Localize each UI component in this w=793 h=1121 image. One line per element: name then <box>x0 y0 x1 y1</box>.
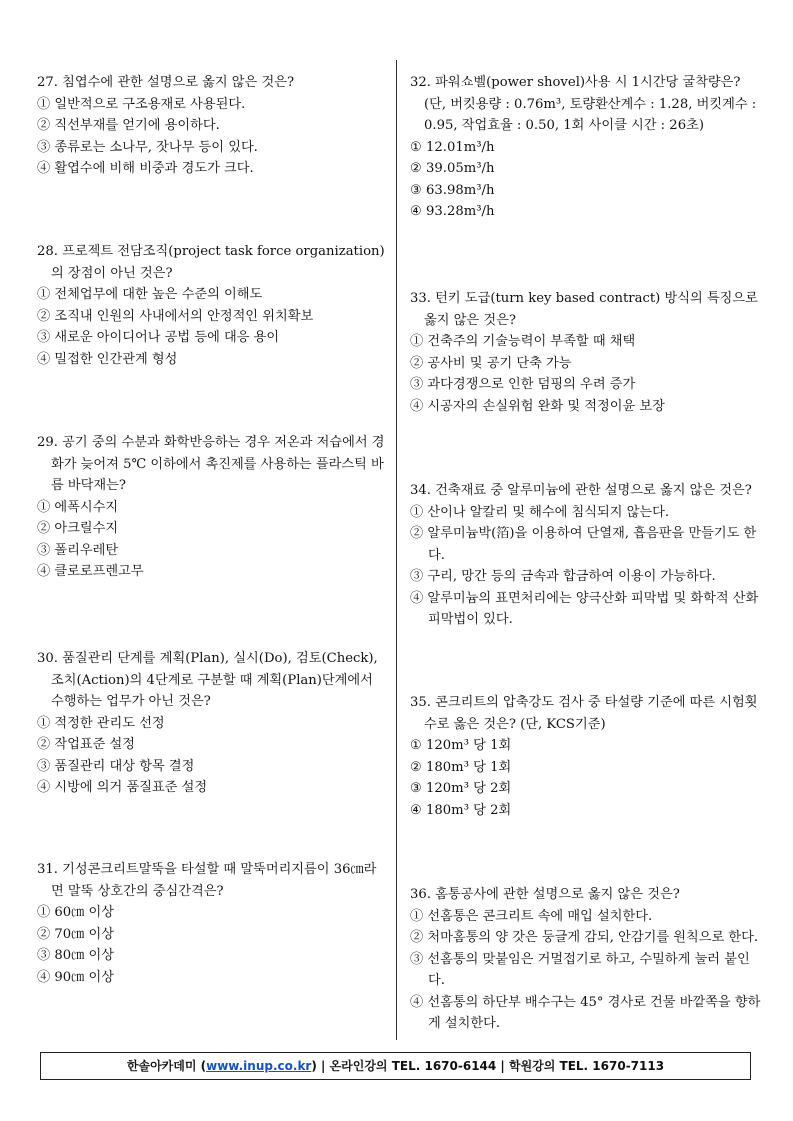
option-2[interactable]: ② 처마홈통의 양 갓은 둥글게 감되, 안감기를 원칙으로 한다. <box>410 930 759 945</box>
option-4[interactable]: ④ 시방에 의거 품질표준 설정 <box>37 780 208 795</box>
option-4[interactable]: ④ 알루미늄의 표면처리에는 양극산화 피막법 및 화학적 산화피막법이 있다. <box>410 590 759 627</box>
question-30 <box>37 648 389 799</box>
question-35 <box>410 692 762 821</box>
option-4[interactable]: ④ 90㎝ 이상 <box>37 969 115 985</box>
option-3[interactable]: ③ 폴리우레탄 <box>37 542 119 558</box>
option-1[interactable]: ① 건축주의 기술능력이 부족할 때 채택 <box>410 334 636 349</box>
option-4[interactable]: ④ 180m³ 당 2회 <box>410 802 512 818</box>
option-4[interactable]: ④ 활엽수에 비해 비중과 경도가 크다. <box>37 161 254 176</box>
option-4[interactable]: ④ 93.28m³/h <box>410 204 495 219</box>
question-stem: 34. 건축재료 중 알루미늄에 관한 설명으로 옳지 않은 것은? <box>410 483 752 498</box>
question-stem: 29. 공기 중의 수분과 화학반응하는 경우 저온과 저습에서 경화가 늦어져 5℃ 이하에서 촉진제를 사용하는 플라스틱 바름 바닥재는? <box>37 435 385 493</box>
question-stem: 32. 파워쇼벨(power shovel)사용 시 1시간당 굴착량은? (단, 버킷용량 : 0.76m³, 토량환산계수 : 1.28, 버킷계수 : 0.95, 작업효율 : 0.50, 1회 사이클 시간 : 26초) <box>410 75 757 133</box>
option-4[interactable]: ④ 밀접한 인간관계 형성 <box>37 351 178 367</box>
option-2[interactable]: ② 작업표준 설정 <box>37 737 136 752</box>
option-2[interactable]: ② 아크릴수지 <box>37 521 119 536</box>
footer-contact: ) | 온라인강의 TEL. 1670-6144 | 학원강의 TEL. 1670-7113 <box>311 1059 665 1073</box>
option-1[interactable]: ① 산이나 알칼리 및 해수에 침식되지 않는다. <box>410 504 670 520</box>
question-34 <box>410 480 762 631</box>
option-1[interactable]: ① 12.01m³/h <box>410 139 495 155</box>
option-3[interactable]: ③ 63.98m³/h <box>410 182 495 198</box>
question-stem: 35. 콘크리트의 압축강도 검사 중 타설량 기준에 따른 시험횟수로 옳은 것은? (단, KCS기준) <box>410 695 758 732</box>
option-3[interactable]: ③ 품질관리 대상 항목 결정 <box>37 758 195 774</box>
option-3[interactable]: ③ 새로운 아이디어나 공법 등에 대응 용이 <box>37 330 280 345</box>
option-3[interactable]: ③ 종류로는 소나무, 잣나무 등이 있다. <box>37 139 258 155</box>
option-1[interactable]: ① 전체업무에 대한 높은 수준의 이해도 <box>37 287 263 302</box>
question-stem: 30. 품질관리 단계를 계획(Plan), 실시(Do), 검토(Check), 조치(Action)의 4단계로 구분할 때 계획(Plan)단계에서 수행하는 업무가 아닌 것은? <box>37 651 378 709</box>
option-1[interactable]: ① 일반적으로 구조용재로 사용된다. <box>37 96 246 112</box>
option-2[interactable]: ② 조직내 인원의 사내에서의 안정적인 위치확보 <box>37 308 314 324</box>
option-2[interactable]: ② 180m³ 당 1회 <box>410 759 512 775</box>
question-stem: 28. 프로젝트 전담조직(project task force organization)의 장점이 아닌 것은? <box>37 244 385 281</box>
option-1[interactable]: ① 에폭시수지 <box>37 499 119 515</box>
footer-bar <box>40 1052 751 1080</box>
question-stem: 36. 홈통공사에 관한 설명으로 옳지 않은 것은? <box>410 887 680 902</box>
option-2[interactable]: ② 39.05m³/h <box>410 161 495 176</box>
question-28 <box>37 241 389 370</box>
question-stem: 33. 턴키 도급(turn key based contract) 방식의 특징으로 옳지 않은 것은? <box>410 291 758 328</box>
option-4[interactable]: ④ 클로로프렌고무 <box>37 564 144 579</box>
option-2[interactable]: ② 직선부재를 얻기에 용이하다. <box>37 118 220 133</box>
option-4[interactable]: ④ 선홈통의 하단부 배수구는 45° 경사로 건물 바깥쪽을 향하게 설치한다. <box>410 994 761 1031</box>
option-2[interactable]: ② 알루미늄박(箔)을 이용하여 단열재, 흡음판을 만들기도 한다. <box>410 526 757 563</box>
option-3[interactable]: ③ 과다경쟁으로 인한 덤핑의 우려 증가 <box>410 377 636 392</box>
question-31 <box>37 859 389 988</box>
question-29 <box>37 432 389 583</box>
option-1[interactable]: ① 선홈통은 콘크리트 속에 매입 설치한다. <box>410 908 653 924</box>
question-stem: 31. 기성콘크리트말뚝을 타설할 때 말뚝머리지름이 36㎝라면 말뚝 상호간의 중심간격은? <box>37 862 377 899</box>
option-4[interactable]: ④ 시공자의 손실위험 완화 및 적정이윤 보장 <box>410 398 665 414</box>
question-33 <box>410 288 762 417</box>
option-1[interactable]: ① 적정한 관리도 선정 <box>37 715 165 731</box>
option-1[interactable]: ① 120m³ 당 1회 <box>410 738 512 753</box>
question-32 <box>410 72 762 223</box>
question-stem: 27. 침엽수에 관한 설명으로 옳지 않은 것은? <box>37 75 295 90</box>
option-2[interactable]: ② 70㎝ 이상 <box>37 926 115 942</box>
option-1[interactable]: ① 60㎝ 이상 <box>37 905 115 920</box>
option-2[interactable]: ② 공사비 및 공기 단축 가능 <box>410 355 572 371</box>
website-link[interactable]: www.inup.co.kr <box>206 1059 312 1073</box>
question-27 <box>37 72 389 180</box>
option-3[interactable]: ③ 구리, 망간 등의 금속과 합금하여 이용이 가능하다. <box>410 569 716 584</box>
question-36 <box>410 884 762 1035</box>
option-3[interactable]: ③ 80㎝ 이상 <box>37 948 115 963</box>
footer-prefix: 한솔아카데미 ( <box>126 1059 207 1073</box>
option-3[interactable]: ③ 120m³ 당 2회 <box>410 781 512 796</box>
option-3[interactable]: ③ 선홈통의 맞붙임은 거멀접기로 하고, 수밀하게 눌러 붙인다. <box>410 951 750 988</box>
column-divider <box>396 60 397 1040</box>
